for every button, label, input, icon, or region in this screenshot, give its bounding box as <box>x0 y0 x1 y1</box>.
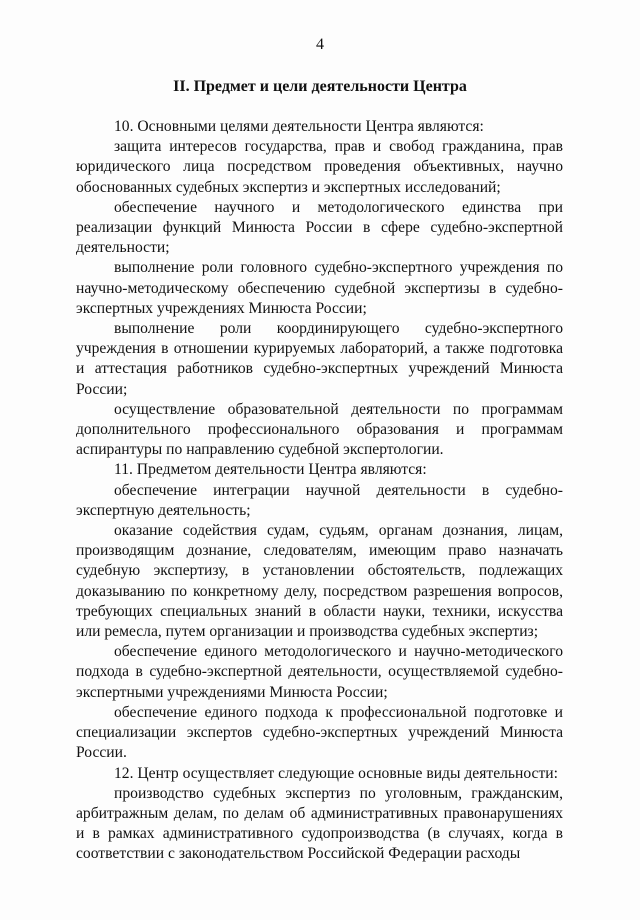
paragraph-11-intro: 11. Предметом деятельности Центра являются: <box>114 461 427 479</box>
paragraph-goal-coordination: выполнение роли координирующего судебно-экспертного учреждения в отношении курируемых лабораторий, а также подготовка и аттестация работников судебно-экспертных учреждений Минюста России; <box>76 320 563 398</box>
page-number: 4 <box>316 36 324 53</box>
paragraph-subject-integration: обеспечение интеграции научной деятельности в судебно-экспертную деятельность; <box>76 481 563 519</box>
paragraph-goal-education: осуществление образовательной деятельности по программам дополнительного профессионального образования и программам аспирантуры по направлению судебной экспертологии. <box>76 400 563 459</box>
paragraph-subject-assistance: оказание содействия судам, судьям, органам дознания, лицам, производящим дознание, следователям, имеющим право назначать судебную экспертизу, в установлении обстоятельств, подлежащих доказыванию по конкретному делу, посредством разрешения вопросов, требующих специальных знаний в области науки, техники, искусства или ремесла, путем организации и производства судебных экспертиз; <box>76 522 563 641</box>
paragraph-10-intro: 10. Основными целями деятельности Центра являются: <box>114 118 484 135</box>
paragraph-12-intro: 12. Центр осуществляет следующие основные виды деятельности: <box>114 764 558 782</box>
paragraph-subject-training: обеспечение единого подхода к профессиональной подготовке и специализации экспертов судебно-экспертных учреждений Минюста России. <box>76 703 563 762</box>
paragraph-goal-head-institution: выполнение роли головного судебно-экспертного учреждения по научно-методическому обеспечению судебной экспертизы в судебно-экспертных учреждениях Минюста России; <box>76 259 563 317</box>
paragraph-goal-protection: защита интересов государства, прав и свобод гражданина, прав юридического лица посредством проведения объективных, научно обоснованных судебных экспертиз и экспертных исследований; <box>76 138 563 196</box>
paragraph-activity-expertise: производство судебных экспертиз по уголовным, гражданским, арбитражным делам, по делам об административных правонарушениях и в рамках административного судопроизводства (в случаях, когда в соответствии с законодательством Российской Федерации расходы <box>76 784 563 863</box>
paragraph-goal-unity: обеспечение научного и методологического единства при реализации функций Минюста России в сфере судебно-экспертной деятельности; <box>76 198 563 257</box>
section-heading: II. Предмет и цели деятельности Центра <box>173 78 467 95</box>
document-body <box>76 117 563 865</box>
paragraph-subject-methodology: обеспечение единого методологического и научно-методического подхода в судебно-экспертной деятельности, осуществляемой судебно-экспертными учреждениями Минюста России; <box>76 643 563 701</box>
